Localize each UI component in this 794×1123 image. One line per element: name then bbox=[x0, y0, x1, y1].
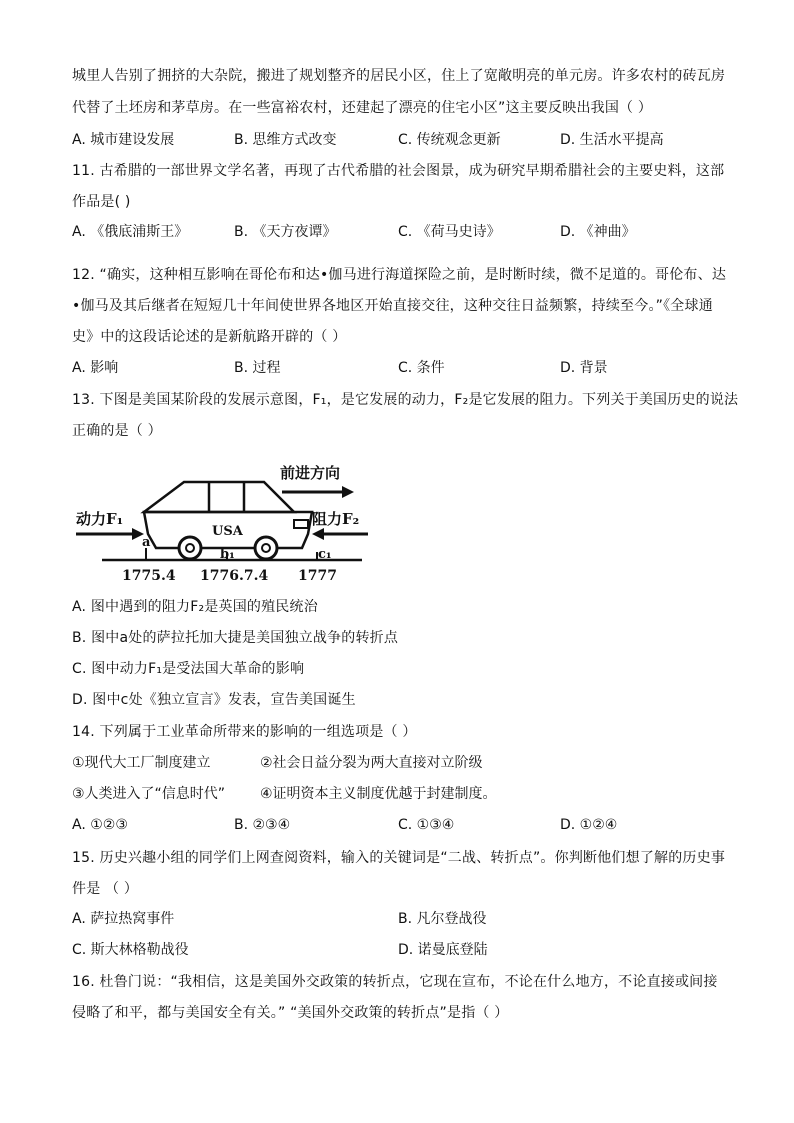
q15-text-line1: 15. 历史兴趣小组的同学们上网查阅资料，输入的关键词是“二战、转折点”。你判断他们想了解的历史事 bbox=[72, 850, 726, 866]
car-label: USA bbox=[212, 524, 243, 539]
q14-option-d: D. ①②④ bbox=[560, 817, 618, 833]
q14-item-3: ③人类进入了“信息时代” bbox=[72, 786, 226, 802]
force2-arrowhead bbox=[312, 528, 324, 540]
q10-options bbox=[72, 130, 732, 150]
q10-text-line2: 代替了土坯房和茅草房。在一些富裕农村，还建起了漂亮的住宅小区”这主要反映出我国（ ） bbox=[72, 100, 653, 116]
direction-label: 前进方向 bbox=[280, 464, 341, 482]
q12-text-line2: •伽马及其后继者在短短几十年间使世界各地区开始直接交往，这种交往日益频繁，持续至今。”《全球通 bbox=[72, 298, 713, 314]
q15-options-row1 bbox=[72, 909, 732, 929]
q10-option-a: A. 城市建设发展 bbox=[72, 132, 175, 148]
us-development-diagram bbox=[72, 452, 372, 592]
q15-option-b: B. 凡尔登战役 bbox=[398, 911, 487, 927]
q14-item-1: ①现代大工厂制度建立 bbox=[72, 755, 211, 771]
q15-option-a: A. 萨拉热窝事件 bbox=[72, 911, 175, 927]
q15-option-c: C. 斯大林格勒战役 bbox=[72, 942, 189, 958]
q11-text-line2: 作品是( ) bbox=[72, 194, 131, 210]
q12-options bbox=[72, 358, 732, 378]
date-b-label: 1776.7.4 bbox=[200, 568, 269, 584]
q11-options bbox=[72, 222, 732, 242]
q14-items-row1 bbox=[72, 753, 732, 773]
q10-text-line1: 城里人告别了拥挤的大杂院，搬进了规划整齐的居民小区，住上了宽敞明亮的单元房。许多农村的砖瓦房 bbox=[72, 68, 726, 84]
q12-option-c: C. 条件 bbox=[398, 360, 445, 376]
q11-option-b: B. 《天方夜谭》 bbox=[234, 224, 337, 240]
q10-option-b: B. 思维方式改变 bbox=[234, 132, 337, 148]
q11-text-line1: 11. 古希腊的一部世界文学名著，再现了古代希腊的社会图景，成为研究早期希腊社会的主要史料，这部 bbox=[72, 163, 725, 179]
point-b-label: b₁ bbox=[220, 547, 235, 562]
q15-options-row2 bbox=[72, 940, 732, 960]
q16-text-line2: 侵略了和平，都与美国安全有关。” “美国外交政策的转折点”是指（ ） bbox=[72, 1005, 509, 1021]
q13-option-d: D. 图中c处《独立宣言》发表，宣告美国诞生 bbox=[72, 692, 356, 708]
q13-option-c: C. 图中动力F₁是受法国大革命的影响 bbox=[72, 661, 305, 677]
direction-arrowhead bbox=[342, 486, 354, 498]
q14-text-line1: 14. 下列属于工业革命所带来的影响的一组选项是（ ） bbox=[72, 724, 417, 740]
q13-text-line1: 13. 下图是美国某阶段的发展示意图，F₁，是它发展的动力，F₂是它发展的阻力。下列关于美国历史的说法 bbox=[72, 392, 739, 408]
q11-option-d: D. 《神曲》 bbox=[560, 224, 636, 240]
point-c-label: c₁ bbox=[318, 547, 332, 562]
q14-item-2: ②社会日益分裂为两大直接对立阶级 bbox=[260, 755, 483, 771]
q14-option-b: B. ②③④ bbox=[234, 817, 291, 833]
q14-options bbox=[72, 815, 732, 835]
q13-option-b: B. 图中a处的萨拉托加大捷是美国独立战争的转折点 bbox=[72, 630, 399, 646]
q13-option-a: A. 图中遇到的阻力F₂是英国的殖民统治 bbox=[72, 599, 318, 615]
q10-option-d: D. 生活水平提高 bbox=[560, 132, 664, 148]
q13-text-line2: 正确的是（ ） bbox=[72, 423, 162, 439]
q11-option-c: C. 《荷马史诗》 bbox=[398, 224, 501, 240]
force2-label: 阻力F₂ bbox=[312, 510, 360, 528]
point-a-label: a bbox=[142, 535, 151, 550]
q10-option-c: C. 传统观念更新 bbox=[398, 132, 501, 148]
q14-option-a: A. ①②③ bbox=[72, 817, 128, 833]
q12-text-line1: 12. “确实，这种相互影响在哥伦布和达•伽马进行海道探险之前，是时断时续，微不足道的。哥伦布、达 bbox=[72, 267, 727, 283]
q14-option-c: C. ①③④ bbox=[398, 817, 455, 833]
q12-option-d: D. 背景 bbox=[560, 360, 608, 376]
q12-option-a: A. 影响 bbox=[72, 360, 119, 376]
q14-item-4: ④证明资本主义制度优越于封建制度。 bbox=[260, 786, 497, 802]
q15-text-line2: 件是 （ ） bbox=[72, 881, 139, 897]
q14-items-row2 bbox=[72, 784, 732, 804]
q12-text-line3: 史》中的这段话论述的是新航路开辟的（ ） bbox=[72, 329, 347, 345]
car-diagram-svg bbox=[72, 452, 372, 592]
date-a-label: 1775.4 bbox=[122, 568, 176, 584]
q12-option-b: B. 过程 bbox=[234, 360, 281, 376]
q15-option-d: D. 诺曼底登陆 bbox=[398, 942, 488, 958]
date-c-label: 1777 bbox=[298, 568, 337, 584]
q11-option-a: A. 《俄底浦斯王》 bbox=[72, 224, 189, 240]
q16-text-line1: 16. 杜鲁门说：“我相信，这是美国外交政策的转折点，它现在宣布，不论在什么地方，不论直接或间接 bbox=[72, 974, 718, 990]
force1-label: 动力F₁ bbox=[76, 510, 124, 528]
